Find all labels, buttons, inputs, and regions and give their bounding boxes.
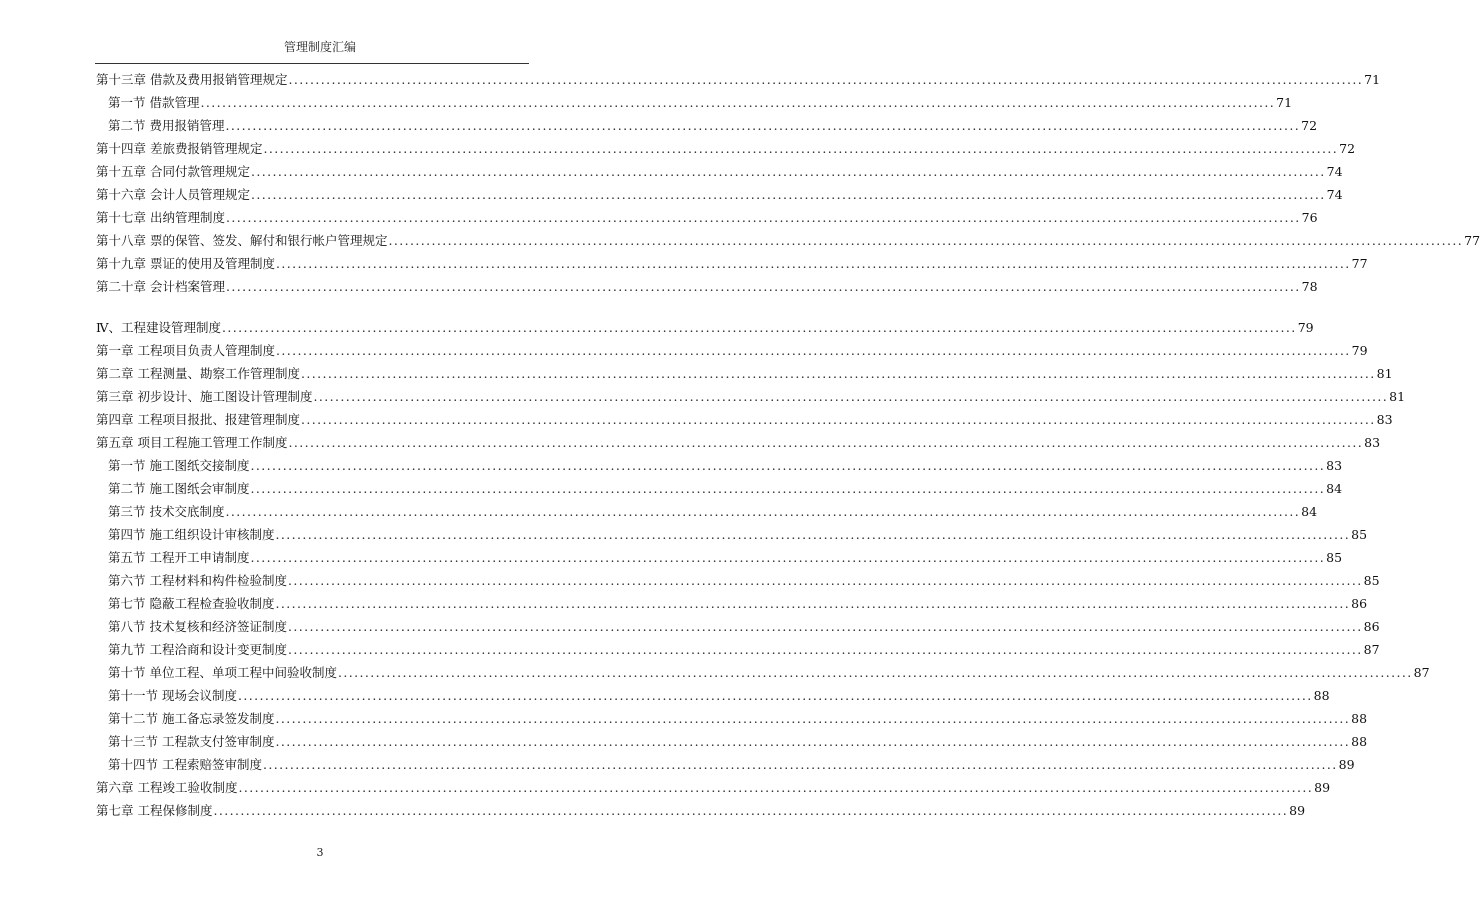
toc-dot-leader: ........................................................................................................................................................................................................: [275, 734, 1351, 749]
toc-dot-leader: ........................................................................................................................................................................................................: [263, 141, 1339, 156]
toc-dot-leader: ........................................................................................................................................................................................................: [262, 757, 1338, 772]
toc-entry-page: 84: [1326, 481, 1343, 496]
toc-entry-title: 第三章 初步设计、施工图设计管理制度: [96, 389, 313, 404]
toc-dot-leader: ........................................................................................................................................................................................................: [275, 596, 1351, 611]
toc-entry-page: 74: [1326, 164, 1343, 179]
toc-entry-page: 83: [1376, 412, 1393, 427]
toc-section-entry[interactable]: [108, 753, 1355, 773]
toc-entry-title: 第五章 项目工程施工管理工作制度: [96, 435, 288, 450]
toc-dot-leader: ........................................................................................................................................................................................................: [388, 233, 1464, 248]
toc-dot-leader: ........................................................................................................................................................................................................: [288, 435, 1364, 450]
toc-section-entry[interactable]: [108, 730, 1368, 750]
toc-dot-leader: ........................................................................................................................................................................................................: [287, 573, 1363, 588]
toc-entry-page: 89: [1314, 780, 1331, 795]
toc-entry-page: 77: [1464, 233, 1480, 248]
toc-entry-title: 第十九章 票证的使用及管理制度: [96, 256, 275, 271]
toc-chapter-entry[interactable]: [96, 776, 1331, 796]
toc-entry-page: 85: [1351, 527, 1368, 542]
toc-entry-page: 81: [1389, 389, 1406, 404]
toc-dot-leader: ........................................................................................................................................................................................................: [275, 527, 1351, 542]
toc-entry-title: 第四章 工程项目报批、报建管理制度: [96, 412, 300, 427]
toc-entry-title: 第二节 费用报销管理: [108, 118, 225, 133]
toc-dot-leader: ........................................................................................................................................................................................................: [250, 164, 1326, 179]
toc-section-entry[interactable]: [108, 500, 1318, 520]
toc-entry-title: 第十四节 工程索赔签审制度: [108, 757, 262, 772]
header-rule: [95, 63, 529, 64]
toc-entry-page: 77: [1351, 256, 1368, 271]
toc-dot-leader: ........................................................................................................................................................................................................: [238, 780, 1314, 795]
toc-chapter-entry[interactable]: [96, 137, 1356, 157]
toc-chapter-entry[interactable]: [96, 385, 1406, 405]
toc-dot-leader: ........................................................................................................................................................................................................: [225, 118, 1301, 133]
toc-entry-page: 87: [1363, 642, 1380, 657]
toc-dot-leader: ........................................................................................................................................................................................................: [200, 95, 1276, 110]
toc-section-entry[interactable]: [108, 707, 1368, 727]
toc-entry-title: 第一节 借款管理: [108, 95, 200, 110]
toc-entry-title: 第一节 施工图纸交接制度: [108, 458, 250, 473]
toc-section-entry[interactable]: [108, 91, 1293, 111]
toc-entry-page: 87: [1413, 665, 1430, 680]
toc-section-entry[interactable]: [108, 569, 1380, 589]
toc-entry-title: 第七节 隐蔽工程检查验收制度: [108, 596, 275, 611]
toc-chapter-entry[interactable]: [96, 206, 1318, 226]
toc-dot-leader: ........................................................................................................................................................................................................: [287, 642, 1363, 657]
toc-entry-title: 第十八章 票的保管、签发、解付和银行帐户管理规定: [96, 233, 388, 248]
toc-section-entry[interactable]: [108, 661, 1430, 681]
toc-chapter-entry[interactable]: [96, 431, 1381, 451]
toc-dot-leader: ........................................................................................................................................................................................................: [300, 412, 1376, 427]
toc-dot-leader: ........................................................................................................................................................................................................: [237, 688, 1313, 703]
toc-entry-page: 72: [1339, 141, 1356, 156]
toc-entry-page: 79: [1351, 343, 1368, 358]
toc-entry-title: 第十二节 施工备忘录签发制度: [108, 711, 275, 726]
toc-entry-title: 第二章 工程测量、勘察工作管理制度: [96, 366, 300, 381]
toc-entry-page: 86: [1351, 596, 1368, 611]
toc-dot-leader: ........................................................................................................................................................................................................: [275, 343, 1351, 358]
toc-chapter-entry[interactable]: [96, 316, 1314, 336]
toc-entry-title: 第六节 工程材料和构件检验制度: [108, 573, 287, 588]
toc-dot-leader: ........................................................................................................................................................................................................: [250, 187, 1326, 202]
toc-dot-leader: ........................................................................................................................................................................................................: [275, 256, 1351, 271]
toc-chapter-entry[interactable]: [96, 362, 1393, 382]
toc-chapter-entry[interactable]: [96, 68, 1381, 88]
toc-entry-page: 84: [1301, 504, 1318, 519]
toc-dot-leader: ........................................................................................................................................................................................................: [225, 210, 1301, 225]
toc-entry-title: 第六章 工程竣工验收制度: [96, 780, 238, 795]
toc-dot-leader: ........................................................................................................................................................................................................: [300, 366, 1376, 381]
toc-entry-page: 88: [1351, 734, 1368, 749]
toc-entry-title: 第三节 技术交底制度: [108, 504, 225, 519]
toc-section-entry[interactable]: [108, 638, 1380, 658]
page-number: 3: [316, 846, 324, 859]
toc-dot-leader: ........................................................................................................................................................................................................: [213, 803, 1289, 818]
toc-entry-title: 第十节 单位工程、单项工程中间验收制度: [108, 665, 337, 680]
toc-dot-leader: ........................................................................................................................................................................................................: [275, 711, 1351, 726]
toc-chapter-entry[interactable]: [96, 275, 1318, 295]
toc-dot-leader: ........................................................................................................................................................................................................: [288, 72, 1364, 87]
toc-chapter-entry[interactable]: [96, 799, 1306, 819]
toc-chapter-entry[interactable]: [96, 252, 1368, 272]
toc-entry-page: 88: [1313, 688, 1330, 703]
toc-dot-leader: ........................................................................................................................................................................................................: [313, 389, 1389, 404]
running-header: 管理制度汇编: [283, 40, 356, 54]
toc-chapter-entry[interactable]: [96, 339, 1368, 359]
toc-entry-title: 第二节 施工图纸会审制度: [108, 481, 250, 496]
toc-dot-leader: ........................................................................................................................................................................................................: [225, 504, 1301, 519]
toc-entry-title: 第二十章 会计档案管理: [96, 279, 225, 294]
toc-section-entry[interactable]: [108, 592, 1368, 612]
toc-entry-title: 第十七章 出纳管理制度: [96, 210, 225, 225]
toc-section-entry[interactable]: [108, 523, 1368, 543]
toc-entry-page: 89: [1338, 757, 1355, 772]
toc-entry-page: 83: [1326, 458, 1343, 473]
toc-entry-title: 第十四章 差旅费报销管理规定: [96, 141, 263, 156]
toc-entry-page: 74: [1326, 187, 1343, 202]
toc-entry-title: 第五节 工程开工申请制度: [108, 550, 250, 565]
toc-entry-title: 第十一节 现场会议制度: [108, 688, 237, 703]
toc-entry-page: 72: [1301, 118, 1318, 133]
toc-entry-page: 81: [1376, 366, 1393, 381]
toc-dot-leader: ........................................................................................................................................................................................................: [250, 550, 1326, 565]
toc-entry-title: 第一章 工程项目负责人管理制度: [96, 343, 275, 358]
toc-entry-page: 89: [1289, 803, 1306, 818]
toc-section-entry[interactable]: [108, 477, 1343, 497]
toc-entry-title: 第四节 施工组织设计审核制度: [108, 527, 275, 542]
toc-section-entry[interactable]: [108, 454, 1343, 474]
toc-chapter-entry[interactable]: [96, 408, 1393, 428]
toc-entry-title: 第十五章 合同付款管理规定: [96, 164, 250, 179]
toc-dot-leader: ........................................................................................................................................................................................................: [222, 320, 1297, 335]
toc-entry-page: 71: [1276, 95, 1293, 110]
toc-entry-title: 第十六章 会计人员管理规定: [96, 187, 250, 202]
toc-dot-leader: ........................................................................................................................................................................................................: [225, 279, 1301, 294]
toc-chapter-entry[interactable]: [96, 160, 1343, 180]
toc-entry-page: 78: [1301, 279, 1318, 294]
toc-entry-page: 76: [1301, 210, 1318, 225]
toc-chapter-entry[interactable]: [96, 229, 1480, 249]
toc-entry-title: 第七章 工程保修制度: [96, 803, 213, 818]
toc-chapter-entry[interactable]: [96, 183, 1343, 203]
toc-entry-page: 85: [1363, 573, 1380, 588]
toc-entry-page: 88: [1351, 711, 1368, 726]
toc-dot-leader: ........................................................................................................................................................................................................: [250, 481, 1326, 496]
toc-entry-page: 71: [1364, 72, 1381, 87]
toc-dot-leader: ........................................................................................................................................................................................................: [250, 458, 1326, 473]
toc-entry-page: 83: [1364, 435, 1381, 450]
toc-entry-title: 第十三节 工程款支付签审制度: [108, 734, 275, 749]
toc-section-entry[interactable]: [108, 114, 1318, 134]
toc-dot-leader: ........................................................................................................................................................................................................: [337, 665, 1413, 680]
toc-section-entry[interactable]: [108, 684, 1330, 704]
toc-entry-page: 86: [1363, 619, 1380, 634]
toc-dot-leader: ........................................................................................................................................................................................................: [287, 619, 1363, 634]
toc-entry-page: 79: [1297, 320, 1314, 335]
toc-section-entry[interactable]: [108, 546, 1343, 566]
toc-entry-page: 85: [1326, 550, 1343, 565]
toc-entry-title: 第八节 技术复核和经济签证制度: [108, 619, 287, 634]
toc-entry-title: Ⅳ、工程建设管理制度: [96, 320, 221, 335]
toc-section-entry[interactable]: [108, 615, 1380, 635]
toc-entry-title: 第十三章 借款及费用报销管理规定: [96, 72, 288, 87]
toc-entry-title: 第九节 工程洽商和设计变更制度: [108, 642, 287, 657]
